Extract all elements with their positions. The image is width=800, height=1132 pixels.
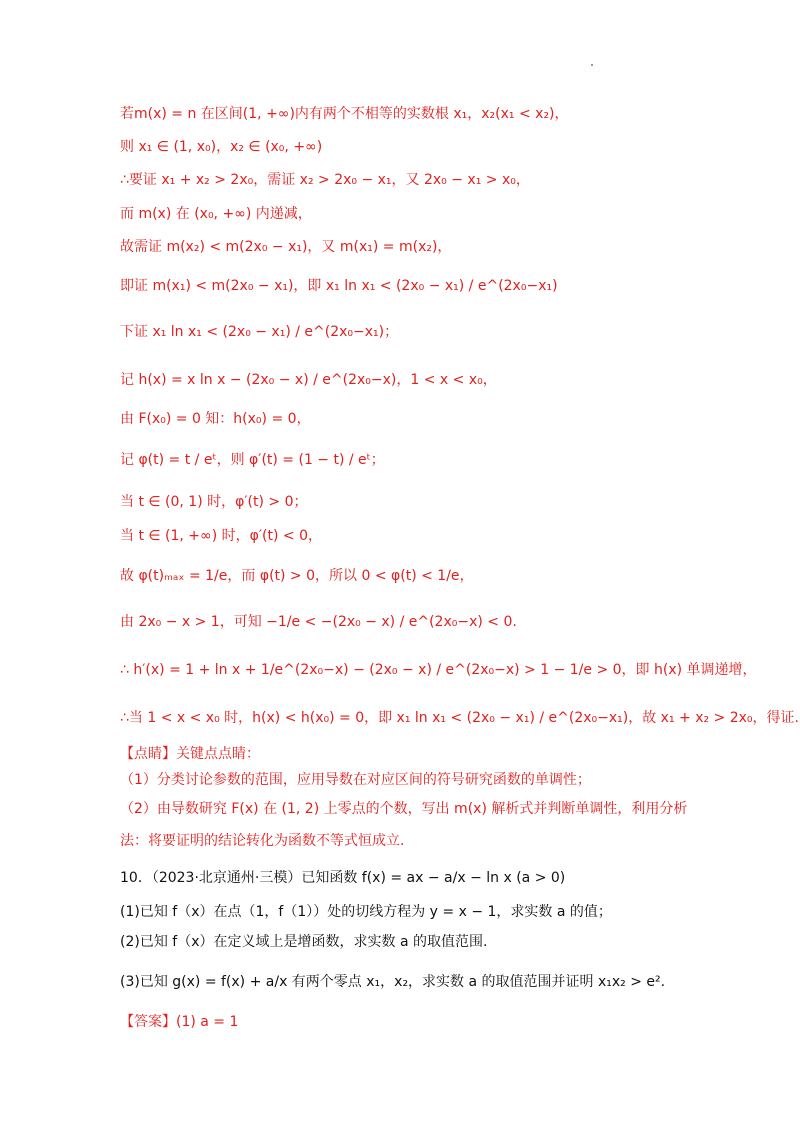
line-key-point-2: （2）由导数研究 F(x) 在 (1, 2) 上零点的个数，写出 m(x) 解析式并判断单调性，利用分析 [120, 801, 688, 817]
line-need-prove: 故需证 m(x₂) < m(2x₀ − x₁)，又 m(x₁) = m(x₂)， [120, 239, 452, 255]
line-part-1: (1)已知 f（x）在点（1，f（1））处的切线方程为 y = x − 1，求实数 a 的值； [120, 904, 612, 920]
line-h-zero: 由 F(x₀) = 0 知：h(x₀) = 0， [120, 411, 311, 427]
line-problem-10: 10．（2023·北京通州·三模）已知函数 f(x) = ax − a/x − ln x (a > 0) [120, 870, 566, 886]
line-define-h: 记 h(x) = x ln x − (2x₀ − x) / e^(2x₀−x)，1 < x < x₀， [120, 372, 497, 388]
line-part-2: (2)已知 f（x）在定义域上是增函数，求实数 a 的取值范围. [120, 934, 488, 950]
line-h-derivative: ∴ h′(x) = 1 + ln x + 1/e^(2x₀−x) − (2x₀ − x) / e^(2x₀−x) > 1 − 1/e > 0，即 h(x) 单调递增， [120, 662, 757, 678]
line-next-prove: 下证 x₁ ln x₁ < (2x₀ − x₁) / e^(2x₀−x₁)； [120, 324, 399, 340]
line-root-intervals: 则 x₁ ∈ (1, x₀)，x₂ ∈ (x₀, +∞) [120, 139, 323, 155]
line-decreasing: 而 m(x) 在 (x₀, +∞) 内递减， [120, 206, 312, 222]
line-phi-max: 故 φ(t)ₘₐₓ = 1/e，而 φ(t) > 0，所以 0 < φ(t) < 1/e， [120, 568, 474, 584]
line-phi-positive: 当 t ∈ (0, 1) 时，φ′(t) > 0； [120, 494, 308, 510]
line-key-point-2-cont: 法：将要证明的结论转化为函数不等式恒成立. [120, 833, 405, 849]
page-marker [591, 64, 593, 66]
line-phi-negative: 当 t ∈ (1, +∞) 时，φ′(t) < 0， [120, 528, 322, 544]
line-root-condition: 若m(x) = n 在区间(1, +∞)内有两个不相等的实数根 x₁，x₂(x₁ < x₂)， [120, 106, 569, 122]
line-to-prove: ∴要证 x₁ + x₂ > 2x₀，需证 x₂ > 2x₀ − x₁，又 2x₀ − x₁ > x₀， [120, 172, 530, 188]
line-part-3: (3)已知 g(x) = f(x) + a/x 有两个零点 x₁，x₂，求实数 a 的取值范围并证明 x₁x₂ > e². [120, 974, 666, 990]
line-conclusion: ∴当 1 < x < x₀ 时，h(x) < h(x₀) = 0，即 x₁ ln x₁ < (2x₀ − x₁) / e^(2x₀−x₁)，故 x₁ + x₂ > 2x₀，得证. [120, 710, 799, 726]
line-equivalent: 即证 m(x₁) < m(2x₀ − x₁)，即 x₁ ln x₁ < (2x₀ − x₁) / e^(2x₀−x₁) [120, 278, 558, 294]
line-define-phi: 记 φ(t) = t / eᵗ，则 φ′(t) = (1 − t) / eᵗ； [120, 452, 385, 468]
line-key-point-title: 【点睛】关键点点睛： [120, 746, 260, 762]
line-answer: 【答案】(1) a = 1 [120, 1014, 239, 1030]
line-bound: 由 2x₀ − x > 1，可知 −1/e < −(2x₀ − x) / e^(2x₀−x) < 0. [120, 614, 517, 630]
line-key-point-1: （1）分类讨论参数的范围，应用导数在对应区间的符号研究函数的单调性； [120, 772, 591, 788]
